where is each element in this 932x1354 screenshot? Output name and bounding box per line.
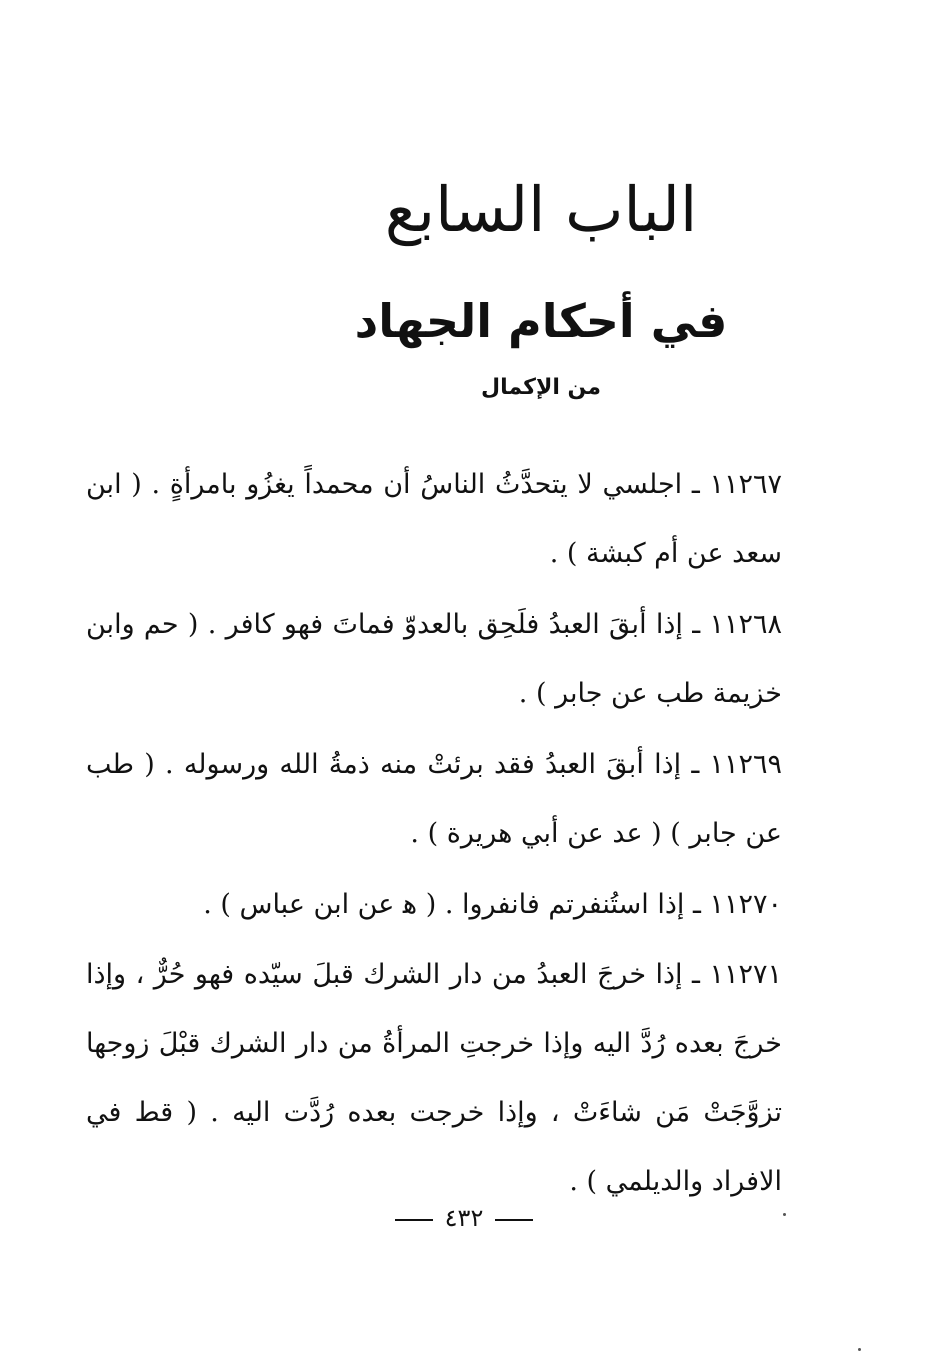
scan-speck [783,1213,786,1216]
page-number-footer [0,1200,932,1236]
page-number-dash-right [495,1219,533,1221]
source-subtitle: من الإكمال [481,375,601,400]
hadith-entry: ١١٢٦٨ ـ إذا أبقَ العبدُ فلَحِق بالعدوّ فماتَ فهو كافر . ( حم وابن خزيمة طب عن جابر ) . [86,609,782,709]
hadith-entry: ١١٢٧٠ ـ إذا استُنفرتم فانفروا . ( ﻫ عن ابن عباس ) . [203,889,782,920]
hadith-entry: ١١٢٦٧ ـ اجلسي لا يتحدَّثُ الناسُ أن محمداً يغزُو بامرأةٍ . ( ابن سعد عن أم كبشة ) . [86,469,782,569]
scan-speck [858,1348,861,1351]
page-number: ٤٣٢ [444,1204,484,1232]
hadith-entry: ١١٢٧١ ـ إذا خرجَ العبدُ من دار الشرك قبلَ سيّده فهو حُرٌّ ، وإذا خرجَ بعده رُدَّ اليه وإذا خرجتِ المرأةُ من دار الشرك قبْلَ زوجها تزوَّجَتْ مَن شاءَتْ ، وإذا خرجت بعده رُدَّت اليه . ( قط في الافراد والديلمي ) . [86,959,782,1197]
hadith-entry: ١١٢٦٩ ـ إذا أبقَ العبدُ فقد برئتْ منه ذمةُ الله ورسوله . ( طب عن جابر ) ( عد عن أبي هريرة ) . [86,749,782,849]
chapter-heading: الباب السابع [384,173,698,246]
page-number-dash-left [395,1219,433,1221]
chapter-title: في أحكام الجهاد [354,294,728,348]
